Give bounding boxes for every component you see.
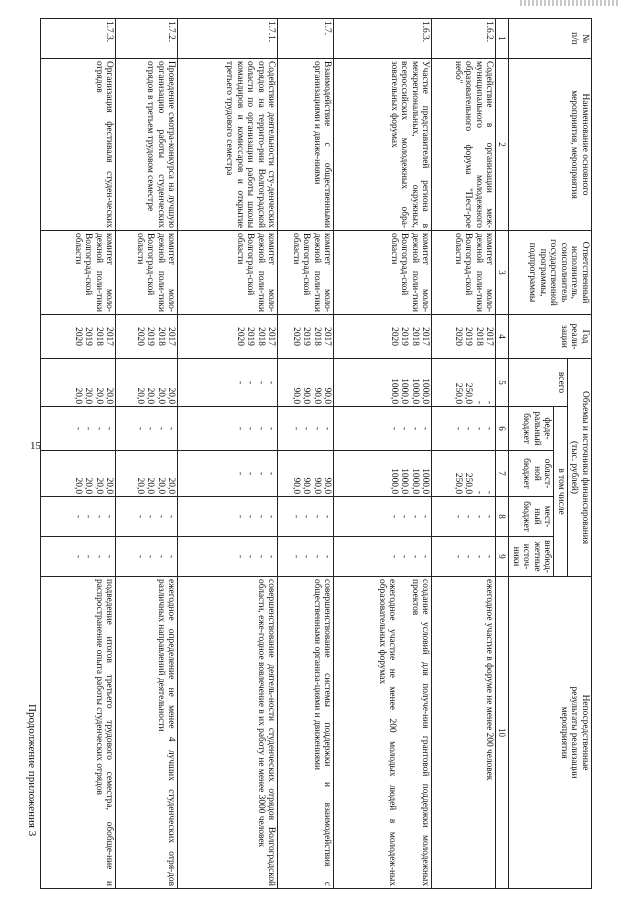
header-name: Наименование основного мероприятия, мероприятия (509, 59, 592, 231)
row-extra: - - - - (334, 537, 432, 577)
row-federal: - - - - (432, 407, 496, 451)
table-row (334, 19, 432, 889)
row-total: - - 250,0 250,0 (432, 359, 496, 407)
table-row (178, 19, 278, 889)
column-number: 10 (496, 577, 509, 889)
row-responsible: комитет моло-дежной поли-тики Волгоград-ской области (432, 231, 496, 315)
row-number: 1.6.3. (334, 19, 432, 59)
appendix-caption: Продолжение приложения 3 (26, 704, 38, 837)
row-total: 1000,0 1000,0 1000,0 1000,0 (334, 359, 432, 407)
row-extra: - - - - (116, 537, 178, 577)
row-local: - - - - (334, 497, 432, 537)
row-responsible: комитет моло-дежной поли-тики Волгоград-ской области (334, 231, 432, 315)
header-num: № п/п (509, 19, 592, 59)
row-result: ежегодное определение не менее 4 лучших студенческих отря-дов различных направлений деятельности (116, 577, 178, 889)
header-year: Год реали- зации (509, 315, 592, 359)
row-activity: Содействие в организации меж-муниципального молодежного образовательного форума "Пест-рое небо" (432, 59, 496, 231)
header-results: Непосредственные результаты реализации мероприятия (509, 577, 592, 889)
row-total: - - - - (178, 359, 278, 407)
row-total: 20,0 20,0 20,0 20,0 (116, 359, 178, 407)
column-number: 6 (496, 407, 509, 451)
row-regional: 20,0 20,0 20,0 20,0 (41, 451, 116, 497)
row-local: - - - - (432, 497, 496, 537)
header-extra: внебюд- жетные источ- ники (509, 537, 554, 577)
row-years: 2017 2018 2019 2020 (116, 315, 178, 359)
row-federal: - - - - (278, 407, 334, 451)
row-activity: Участие представителей региона в межрегиональных, окружных, всероссийских молодежных обра-зовательных форумах (334, 59, 432, 231)
row-federal: - - - - (41, 407, 116, 451)
row-number: 1.7.1. (178, 19, 278, 59)
row-activity: Содействие деятельности сту-денческих отрядов на террито-рии Волгоградской области по организации работы школы командиров и комиссаров и открытие третьего трудового семестра (178, 59, 278, 231)
header-total: всего (509, 359, 568, 407)
row-result: совершенствование системы поддержки и взаимодействия с общественными организа-циями и движениями (278, 577, 334, 889)
row-federal: - - - - (116, 407, 178, 451)
row-activity: Проведение смотра-конкурса на лучшую организацию работы студенческих отрядов в третьем трудовом семестре (116, 59, 178, 231)
row-result: ежегодное участие в форуме не менее 200 человек (432, 577, 496, 889)
header-regional: област- ной бюджет (509, 451, 554, 497)
row-local: - - - - (178, 497, 278, 537)
row-number: 1.7.2. (116, 19, 178, 59)
row-responsible: комитет моло-дежной поли-тики Волгоград-ской области (278, 231, 334, 315)
table-row (116, 19, 178, 889)
row-result: совершенствование деятель-ности студенческих отрядов Волгоградской области, еже-годное вовлечение в их работу не менее 3000 человек (178, 577, 278, 889)
row-years: 2017 2018 2019 2020 (178, 315, 278, 359)
page-number: 15 (30, 440, 41, 452)
column-number: 2 (496, 59, 509, 231)
row-activity: Взаимодействие с общественными организациями и движе-ниями (278, 59, 334, 231)
header-funding: Объемы и источники финансирования (тыс. рублей) (567, 359, 591, 577)
row-regional: 20,0 20,0 20,0 20,0 (116, 451, 178, 497)
row-regional: - - 250,0 250,0 (432, 451, 496, 497)
table-row (432, 19, 496, 889)
program-table (40, 18, 592, 889)
row-local: - - - - (278, 497, 334, 537)
row-result: подведение итогов третьего трудового семестра, обобще-ние и распространение опыта работы студенческих отрядов (41, 577, 116, 889)
column-number: 7 (496, 451, 509, 497)
row-regional: - - - - (178, 451, 278, 497)
header-local: мест- ный бюджет (509, 497, 554, 537)
row-result (334, 577, 432, 889)
row-regional: 90,0 90,0 90,0 90,0 (278, 451, 334, 497)
table-row (278, 19, 334, 889)
row-local: - - - - (41, 497, 116, 537)
row-federal: - - - - (178, 407, 278, 451)
header-including: в том числе (554, 407, 568, 577)
row-total: 20,0 20,0 20,0 20,0 (41, 359, 116, 407)
row-number: 1.7. (278, 19, 334, 59)
row-years: 2017 2018 2019 2020 (432, 315, 496, 359)
row-extra: - - - - (178, 537, 278, 577)
row-years: 2017 2018 2019 2020 (278, 315, 334, 359)
row-regional: 1000,0 1000,0 1000,0 1000,0 (334, 451, 432, 497)
row-responsible: комитет моло-дежной поли-тики Волгоград-ской области (178, 231, 278, 315)
row-extra: - - - - (41, 537, 116, 577)
column-number: 1 (496, 19, 509, 59)
column-number: 9 (496, 537, 509, 577)
header-federal: феде- ральный бюджет (509, 407, 554, 451)
row-extra: - - - - (432, 537, 496, 577)
row-total: 90,0 90,0 90,0 90,0 (278, 359, 334, 407)
column-number: 3 (496, 231, 509, 315)
row-result-part: ежегодное участие не менее 200 молодых людей в молодеж-ных образовательных форумах (376, 579, 398, 887)
row-number: 1.6.2. (432, 19, 496, 59)
row-responsible: комитет моло-дежной поли-тики Волгоград-ской области (41, 231, 116, 315)
row-result-part: создание условий для получе-ния грантовой поддержки молодежных проектов (409, 579, 431, 887)
column-number: 5 (496, 359, 509, 407)
table-row (41, 19, 116, 889)
column-number: 4 (496, 315, 509, 359)
row-federal: - - - - (334, 407, 432, 451)
row-local: - - - - (116, 497, 178, 537)
row-years: 2017 2018 2019 2020 (334, 315, 432, 359)
row-activity: Организация фестиваля студен-ческих отрядов (41, 59, 116, 231)
header-responsible: Ответственный исполнитель, соисполнитель государственной программы, подпрограммы (509, 231, 592, 315)
row-years: 2017 2018 2019 2020 (41, 315, 116, 359)
row-responsible: комитет моло-дежной поли-тики Волгоград-ской области (116, 231, 178, 315)
column-number: 8 (496, 497, 509, 537)
row-number: 1.7.3. (41, 19, 116, 59)
row-extra: - - - - (278, 537, 334, 577)
